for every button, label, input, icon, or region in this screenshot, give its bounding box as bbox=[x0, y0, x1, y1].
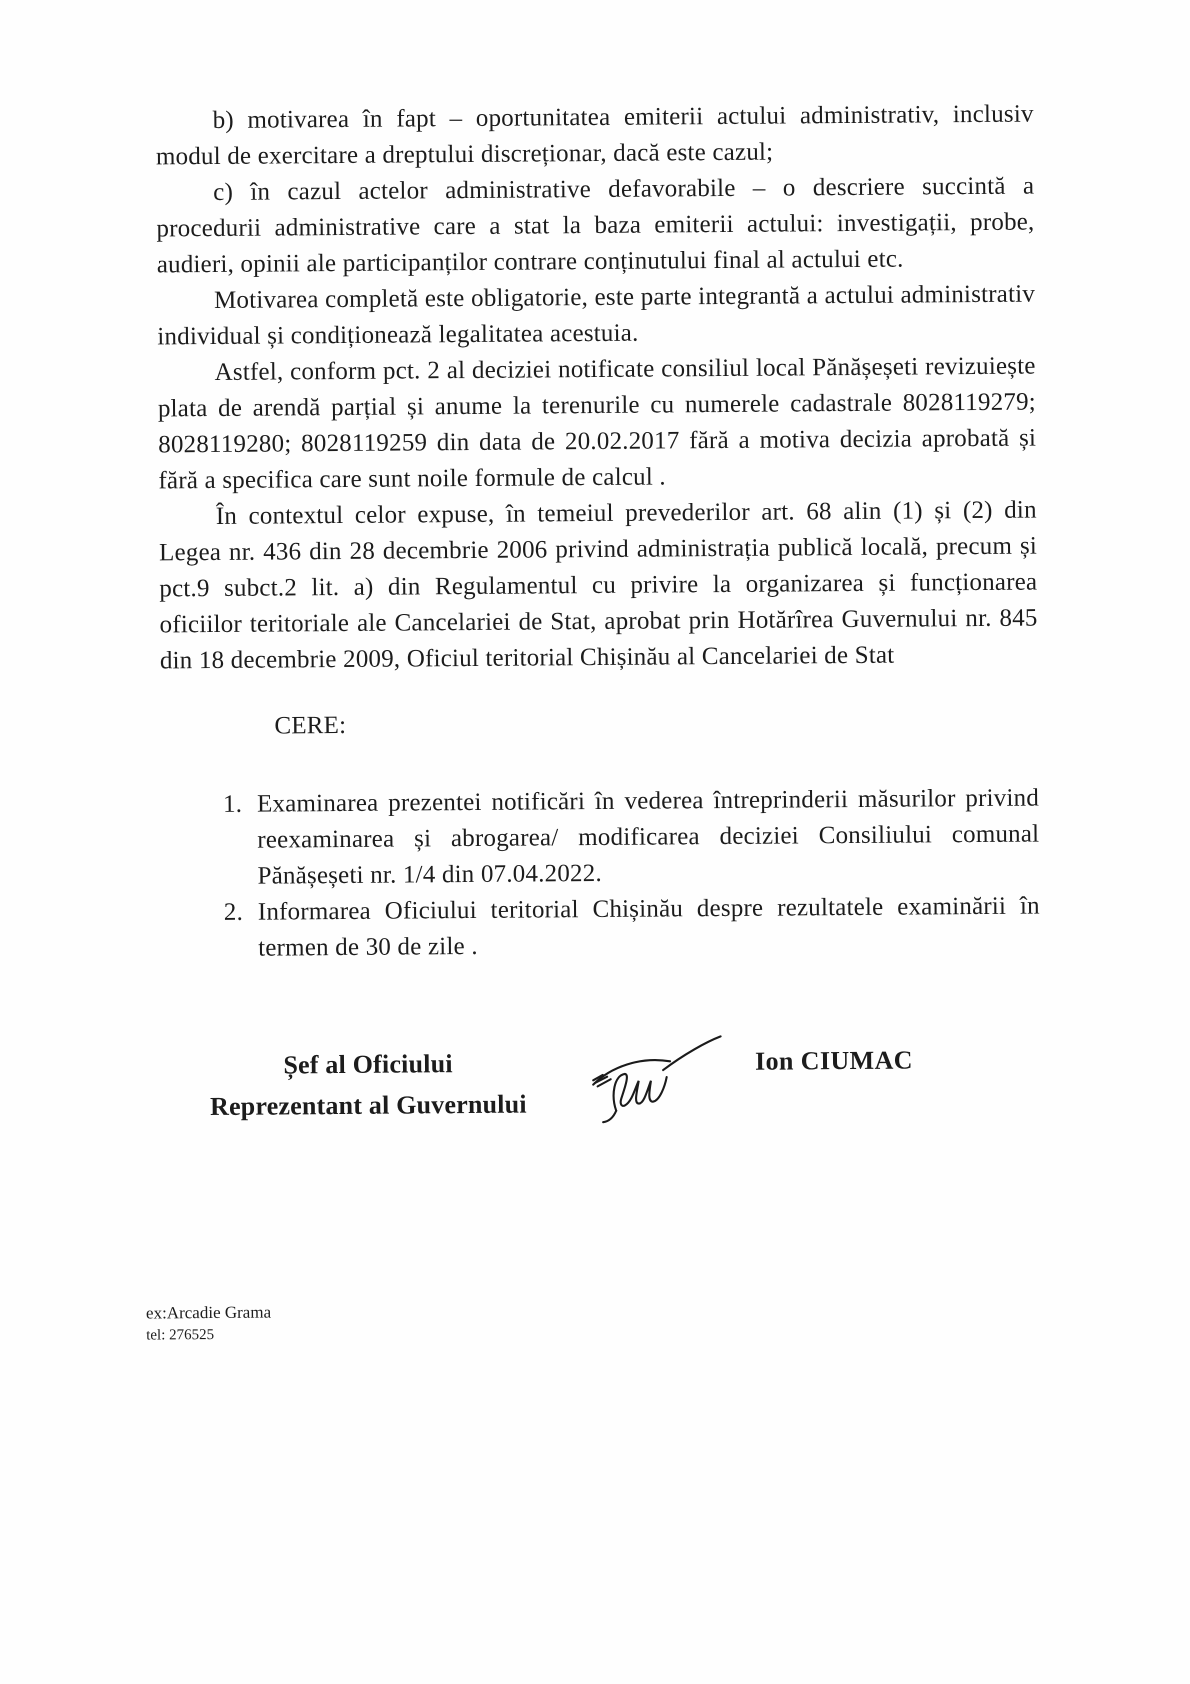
request-list bbox=[161, 781, 1040, 968]
list-item-text: Examinarea prezentei notificări în vederea întreprinderii măsurilor privind reexaminarea și abrogarea/ modificarea deciziei Consiliului comunal Pănășeșeti nr. 1/4 din 07.04.2022. bbox=[256, 784, 1040, 890]
list-item-number: 2. bbox=[223, 898, 244, 926]
signature-title-line2: Reprezentant al Guvernului bbox=[209, 1089, 527, 1122]
document-body bbox=[156, 97, 1041, 968]
request-heading-label: CERE: bbox=[274, 711, 347, 740]
footer-executor: ex:Arcadie Grama bbox=[145, 1302, 272, 1323]
request-heading bbox=[160, 703, 1038, 746]
footer-phone: tel: 276525 bbox=[146, 1327, 215, 1344]
list-item bbox=[223, 781, 1040, 895]
paragraph-item-b: b) motivarea în fapt – oportunitatea emiterii actului administrativ, inclusiv modul de exercitare a dreptului discreționar, dacă este cazul; bbox=[155, 100, 1034, 171]
list-item bbox=[224, 889, 1041, 967]
paragraph-motivation: Motivarea completă este obligatorie, este parte integrantă a actului administrativ individual și condiționează legalitatea acestuia. bbox=[157, 280, 1036, 351]
list-item-number: 1. bbox=[222, 790, 243, 818]
signature-titles bbox=[203, 1042, 534, 1127]
handwritten-signature-icon bbox=[586, 1019, 727, 1130]
paragraph-item-c: c) în cazul actelor administrative defavorabile – o descriere succintă a procedurii administrative care a stat la baza emiterii actului: investigații, probe, audieri, opinii ale participanților contrare conținutului final al actului etc. bbox=[156, 172, 1035, 279]
signature-block bbox=[3, 1025, 1190, 1184]
footer-note bbox=[146, 1301, 271, 1348]
paragraph-astfel: Astfel, conform pct. 2 al deciziei notificate consiliul local Pănășeșeti revizuiește plata de arendă parțial și anume la terenurile cu numerele cadastrale 8028119279; 8028119280; 8028119259 din data de 20.02.2017 fără a motiva decizia aprobată și fără a specifica care sunt noile formule de calcul . bbox=[157, 352, 1037, 495]
paragraph-legal-basis: În contextul celor expuse, în temeiul prevederilor art. 68 alin (1) și (2) din Legea nr. 436 din 28 decembrie 2006 privind administrația publică locală, precum și pct.9 subct.2 lit. a) din Regulamentul cu privire la organizarea și funcționarea oficiilor teritoriale ale Cancelariei de Stat, aprobat prin Hotărîrea Guvernului nr. 845 din 18 decembrie 2009, Oficiul teritorial Chișinău al Cancelariei de Stat bbox=[158, 496, 1038, 675]
signatory-name: Ion CIUMAC bbox=[754, 1045, 914, 1076]
list-item-text: Informarea Oficiului teritorial Chișinău despre rezultatele examinării în termen de 30 de zile . bbox=[257, 892, 1040, 962]
signature-title-line1: Șef al Oficiului bbox=[283, 1049, 453, 1080]
